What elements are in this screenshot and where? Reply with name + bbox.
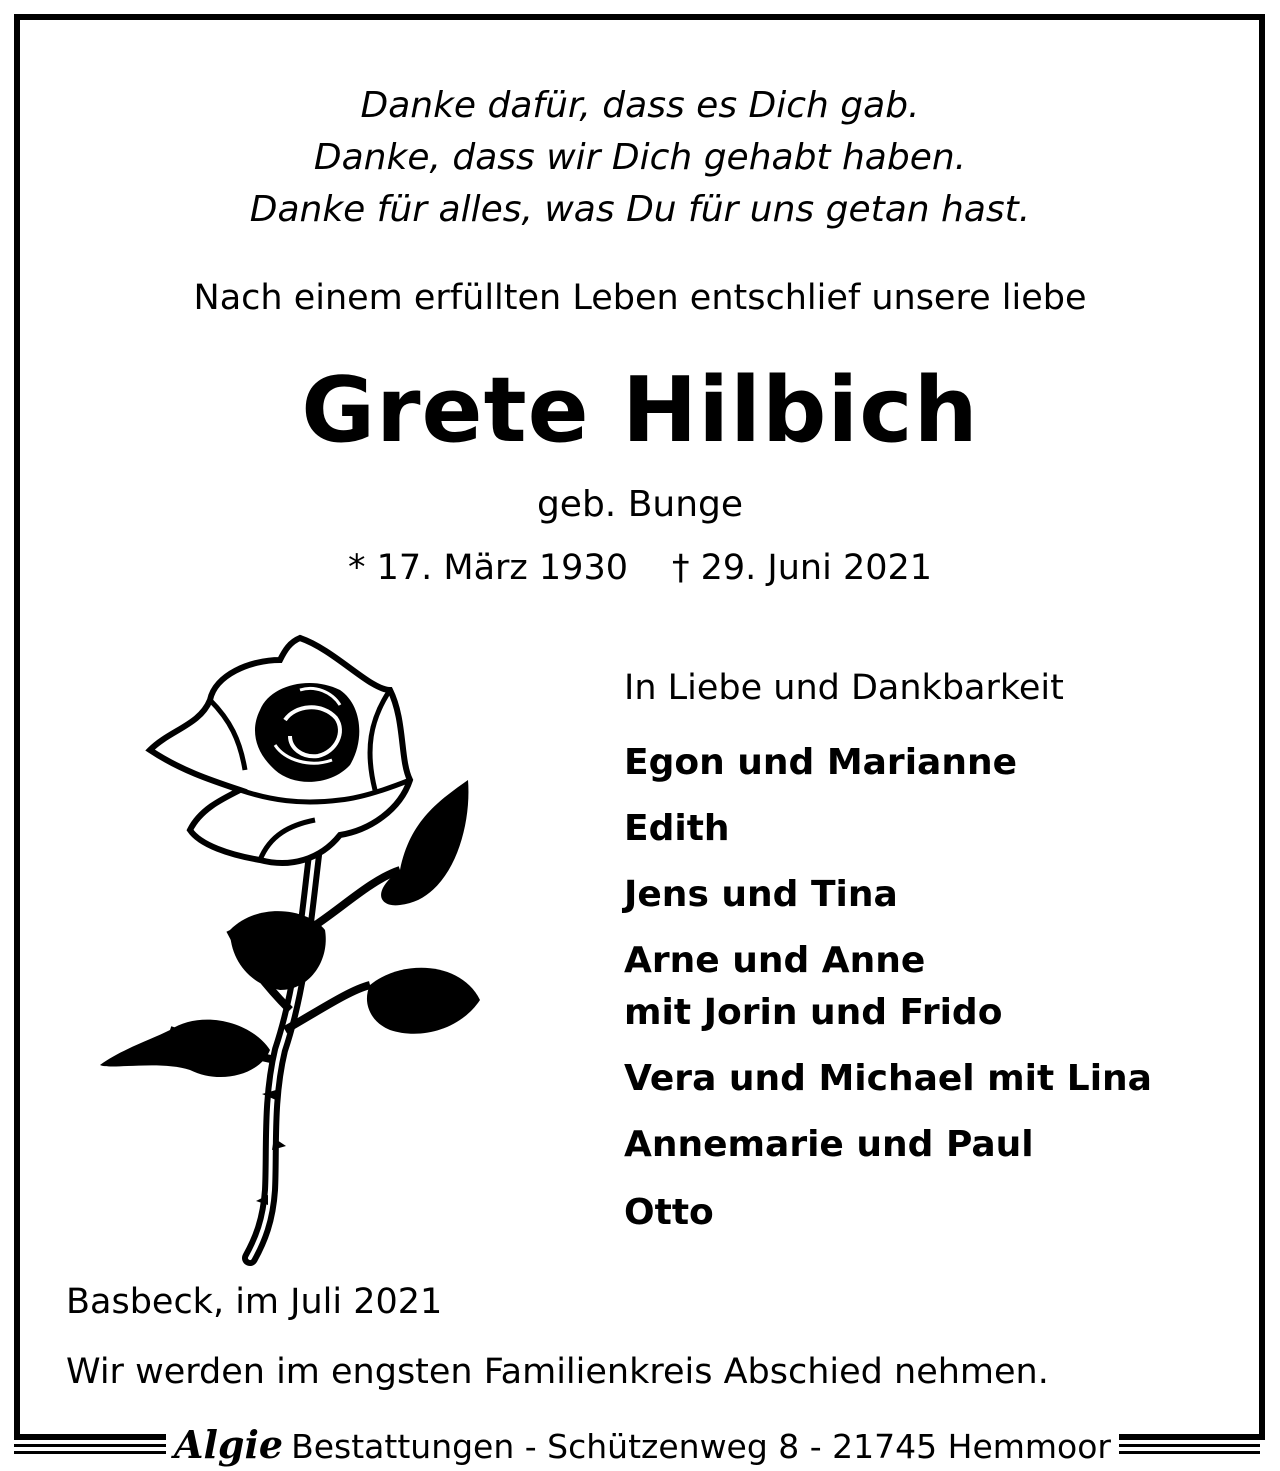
funeral-home: [166, 1422, 1119, 1468]
funeral-home-address: Bestattungen - Schützenweg 8 - 21745 Hemmoor: [291, 1427, 1112, 1466]
family-member: Annemarie und Paul: [624, 1124, 1034, 1165]
verse: [0, 80, 1280, 236]
family-intro: In Liebe und Dankbarkeit: [624, 668, 1064, 708]
maiden-name: geb. Bunge: [536, 484, 744, 525]
family-member: Edith: [624, 808, 730, 849]
family-member: Vera und Michael mit Lina: [624, 1058, 1152, 1099]
death-date: † 29. Juni 2021: [672, 548, 933, 588]
birth-date: * 17. März 1930: [347, 548, 628, 588]
deceased-name: Grete Hilbich: [301, 358, 979, 463]
funeral-home-logo: Algie: [174, 1422, 284, 1467]
place-date: Basbeck, im Juli 2021: [66, 1282, 443, 1322]
verse-line: Danke für alles, was Du für uns getan hast.: [249, 189, 1031, 230]
verse-line: Danke, dass wir Dich gehabt haben.: [313, 137, 967, 178]
family-member: Arne und Anne: [624, 940, 926, 981]
farewell-note: Wir werden im engsten Familienkreis Abschied nehmen.: [66, 1352, 1049, 1392]
footer: [0, 1422, 1280, 1468]
life-dates: [0, 548, 1280, 588]
rose-icon: [100, 630, 480, 1270]
intro-text: Nach einem erfüllten Leben entschlief unsere liebe: [193, 278, 1087, 318]
family-member: Jens und Tina: [624, 874, 898, 915]
family-member: Otto: [624, 1192, 714, 1233]
verse-line: Danke dafür, dass es Dich gab.: [360, 85, 920, 126]
family-member: Egon und Marianne: [624, 742, 1017, 783]
family-member: mit Jorin und Frido: [624, 992, 1003, 1033]
